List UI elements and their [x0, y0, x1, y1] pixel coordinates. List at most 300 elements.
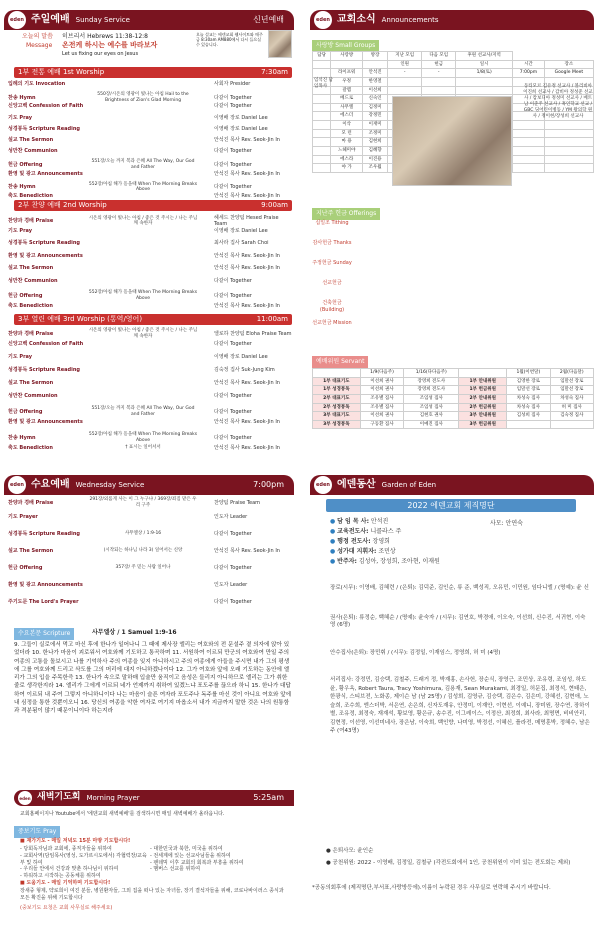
order-leader: 안석진 목사 Rev. Seok-Jin In	[214, 137, 280, 143]
order-hymn: 552장/아침 해가 돋을때 When The Morning Breaks Above	[88, 181, 198, 193]
groups-cell: 7:00pm	[513, 69, 545, 78]
ordained-list: 안수집사(은퇴): 장민휘 / (시무): 김정일, 이재임스, 정영희, 허 미 (4명)	[330, 650, 501, 656]
order-hymn: 550장/시온의 영광이 빛나는 아침 Hail to the Brightness of Zion's Glad Morning	[97, 92, 189, 103]
servant-cell: 1부 성경봉독	[313, 386, 361, 395]
order-hymn: 291장/외롭게 사는 이 그 누구냐 / 369장/죄짐 맡은 우리 구주	[89, 497, 197, 508]
order-row	[8, 548, 292, 554]
order-row	[8, 341, 292, 347]
order-item: 설교 The Sermon	[8, 380, 54, 386]
groups-cell: 야 가	[331, 164, 363, 173]
groups-cell	[313, 69, 331, 78]
scripture-ref: 사무엘상 / 1 Samuel 1:9-16	[92, 629, 177, 636]
groups-cell	[313, 112, 331, 121]
order-item: 찬양과 경배 Praise	[8, 218, 54, 225]
order-row	[8, 171, 292, 177]
order-row	[8, 137, 292, 143]
order-item: 축도 Benediction	[8, 445, 53, 451]
servant-cell: 조임성 집사	[404, 394, 459, 403]
order-row	[8, 148, 292, 154]
leader-name: 김성아, 장성희, 조아현, 이재원	[356, 558, 440, 565]
order-item: 신앙고백 Confession of Faith	[8, 341, 84, 347]
servant-row	[313, 377, 594, 386]
verse-label: 오늘의 말씀	[22, 33, 53, 40]
groups-cell: 우정	[331, 77, 363, 86]
order-item: 성만찬 Communion	[8, 393, 58, 399]
groups-cell	[544, 164, 593, 173]
servant-header-cell: 2월(다음달)	[550, 369, 593, 378]
wednesday-title: 수요예배	[31, 478, 70, 490]
order-item: 성경봉독 Scripture Reading	[8, 125, 80, 132]
servant-cell: 조유별 집사	[360, 403, 403, 412]
eden-logo: eden	[18, 791, 32, 805]
groups-cell: 김현희	[363, 138, 388, 147]
leader-name: 니콜라스 주	[368, 528, 402, 535]
news-header	[310, 10, 594, 30]
leader-name: 장영희	[370, 538, 390, 545]
verse: 히브리서 Hebrews 11:38-12:8	[62, 33, 148, 40]
groups-cell	[456, 77, 513, 86]
second-worship-time: 9:00am	[261, 201, 288, 210]
staff-deacons-list: 서리집사: 강정민, 김승택, 김철주, 드래거 정, 박재홍, 손사헌, 장순식, 장영근, 조민상, 조유령, 조임성, 하도윤, 황우옥, Robert Taura, Tracy Yoshimura, 김용재, Sean Murakami, 최경일, 허문집, 최정석, 현태은, 한광식, 스티브전, 노화종, 제이슨 남 (남 25명) / 김성희, 김영규, 김승택, 김은수, 김은미, 강혜선, 김현애, 노슬희, 조수희, 엔스더박, 서은연, 손은희, 신자도재유, 안정미, 이재안, 이현선, 이예니, 장미원, 장수연, 장하이별, 조유정, 최정숙, 재재석, 황보영, 황은규, 송수진, 이그레이스, 이정산, 최정희, 최사라, 최명면, 비비안리, 김현정, 이선영, 이선미네사, 장은남, 이숙희, 백인향, 나미영, 박정선, 이혜신, 플라전, 메명훈박, 정혜수, 남은주 (여43명)	[330, 677, 590, 735]
order-row	[8, 228, 292, 234]
message: 온전케 하시는 예수를 바라보자	[62, 41, 158, 49]
servant-cell: 김숙정 집사	[550, 412, 593, 421]
servant-cell: 장영희 전도사	[404, 377, 459, 386]
prayer-item: - 하워하고 시작하는 공동체를 위하여	[20, 873, 101, 879]
order-item: 입례의 기도 Invocation	[8, 81, 66, 87]
order-item: 환영 및 광고 Announcements	[8, 419, 83, 425]
groups-cell: -	[388, 69, 422, 78]
servant-cell: 김현호 권사	[404, 412, 459, 421]
servant-row	[313, 386, 594, 395]
groups-cell: 김정미	[363, 103, 388, 112]
eden-logo: eden	[314, 11, 332, 29]
morning-note: 교회홈페이지나 Youtube에서 '에덴교회 새벽예배'를 검색하시면 매일 새벽예배가 올라옵니다.	[20, 811, 225, 817]
offering-row: 선교헌금	[322, 280, 342, 286]
order-leader: 안석진 목사 Rev. Seok-Jin In	[214, 445, 280, 451]
groups-header-cell: 사랑방	[331, 52, 363, 61]
order-item: 찬송 Hymn	[8, 434, 36, 441]
servant-header-row	[313, 369, 594, 378]
servant-cell: 김성희 집사	[507, 412, 550, 421]
wednesday-time: 7:00pm	[253, 480, 284, 489]
groups-subheader-row	[313, 60, 594, 69]
servant-cell: 2부 헌금위원	[459, 403, 507, 412]
groups-cell	[313, 60, 331, 69]
leader-line	[330, 538, 390, 546]
order-row	[8, 354, 292, 360]
servant-header-cell: 1/16(다다음주)	[404, 369, 459, 378]
groups-cell	[422, 77, 456, 86]
order-leader: 다같이 Together	[214, 292, 252, 299]
servant-cell: 2부 안내위원	[459, 394, 507, 403]
servant-cell: 이선희 권사	[360, 377, 403, 386]
prayer-item: - 대한민국과 북한, 미국을 위하여	[150, 846, 223, 852]
deaconess-list: 권사(은퇴): 류정순, 백혜순 / (명예): 윤숙자 / (시무): 김연호, 박경애, 이오숙, 이선희, 신수진, 서귀현, 이숙영 (6명)	[330, 615, 586, 629]
order-item: 설교 The Sermon	[8, 265, 54, 271]
staff-list-banner: 2022 에덴교회 제직명단	[326, 499, 576, 512]
groups-subheader-cell: 헌금	[422, 60, 456, 69]
order-row	[8, 253, 292, 259]
order-hymn: 551장/오늘 까지 복과 은혜 All The Way, Our God and Father	[91, 159, 195, 171]
order-row	[8, 514, 292, 520]
servant-cell: 임말선 장로	[507, 386, 550, 395]
order-hymn: (시작되는 하나님 나라 3) 일어서는 신앙	[103, 548, 183, 554]
order-hymn: 사무엘상 / 1:9-16	[124, 531, 162, 537]
servant-cell: 조유별 집사	[360, 394, 403, 403]
groups-cell	[363, 60, 388, 69]
groups-left-note: 임석진 담임목사	[314, 78, 333, 90]
order-item: 찬양과 경배 Praise	[8, 499, 54, 506]
prayer-group2-text: 장새중 형제, 약로희이 여진 분들, 병원환자들, 그외 집을 떠나 있는 자녀들, 장기 결석자들을 위해, 코로나바이러스 종식과 모든 확진을 위해 기도합시다	[20, 888, 284, 901]
scripture-text: 9. 그들이 실로에서 먹고 마신 후에 한나가 일어나니 그 때에 제사장 엘리는 여호와의 전 문설주 곁 의자에 앉아 있었더라 10. 한나가 마음이 괴로워서 여호와께 기도하고 통곡하며 11. 서원하여 이르되 만군의 여호와여 만일 주의 여종의 고통을 돌보시고 나를 기억하사 주의 여종을 잊지 아니하시고 주의 여종에게 아들을 주시면 내가 그의 평생에 그를 여호와께 드리고 삭도를 그의 머리에 대지 아니하겠나이다 12. 그가 여호와 앞에 오래 기도하는 동안에 엘리가 그의 입을 주목한즉 13. 한나가 속으로 말하매 입술만 움직이고 음성은 들리지 아니하므로 엘리는 그가 취한 줄로 생각한지라 14. 엘리가 그에게 이르되 네가 언제까지 취하여 있겠느냐 포도주를 끊으라 하니 15. 한나가 대답하여 이르되 내 주여 그렇지 아니하니이다 나는 마음이 슬픈 여자라 포도주나 독주를 마신 것이 아니요 여호와 앞에 내 심정을 통한 것뿐이오니 16. 당신의 여종을 악한 여자로 여기지 마옵소서 내가 지금까지 말한 것은 나의 원통함과 격분됨이 많기 때문이니이다 하는지라	[14, 642, 292, 715]
order-leader: 다같이 Together	[214, 103, 252, 110]
order-leader: 다같이 Together	[214, 94, 252, 101]
order-leader: 엘로하 찬양팀 Eloha Praise Team	[214, 330, 292, 337]
order-leader: 다같이 Together	[214, 277, 252, 284]
groups-cell	[313, 138, 331, 147]
small-group-photo	[392, 96, 512, 186]
order-hymn: 552장/아침 해가 돋을때 When The Morning Breaks Above	[88, 290, 198, 301]
servant-cell: 임말선 장로	[550, 386, 593, 395]
order-row	[8, 215, 292, 228]
order-leader: 안석진 목사 Rev. Seok-Jin In	[214, 193, 280, 199]
order-item: 설교 The Sermon	[8, 548, 54, 554]
bullet-icon: ●	[330, 518, 338, 525]
prayer-item: - 당회독자님과 교회에, 종직자들을 위하여	[20, 846, 112, 852]
order-hymn: † 표시는 일어서서	[125, 445, 161, 451]
order-row	[8, 406, 292, 417]
third-worship-time: 11:00am	[256, 315, 288, 324]
servant-cell	[550, 420, 593, 429]
third-worship-bar	[14, 314, 292, 325]
servant-cell: 1부 대표기도	[313, 377, 361, 386]
order-item: 헌금 Offering	[8, 565, 43, 571]
servant-label: 예배위원 Servant	[312, 356, 368, 368]
groups-cell	[513, 155, 545, 164]
wednesday-subtitle: Wednesday Service	[75, 480, 145, 489]
servant-header-cell	[459, 369, 507, 378]
groups-cell	[544, 146, 593, 155]
servant-header-cell: 1월(이번달)	[507, 369, 550, 378]
groups-cell	[513, 138, 545, 147]
groups-cell	[544, 129, 593, 138]
servant-row	[313, 394, 594, 403]
order-item: 헌금 Offering	[8, 408, 43, 415]
prayer-item: - 우리들 안에서 건강과 맞춘 하나님이 위하여	[20, 866, 119, 873]
order-item: 성경봉독 Scripture Reading	[8, 367, 80, 373]
leader-line	[330, 558, 440, 566]
order-leader: 다같이 Together	[214, 565, 252, 571]
order-leader: 사회자 Presider	[214, 81, 251, 87]
order-leader: 김숙정 집사 Suk-Jung Kim	[214, 367, 275, 373]
order-leader: 안석진 목사 Rev. Seok-Jin In	[214, 548, 280, 554]
order-item: 환영 및 광고 Announcements	[8, 582, 83, 588]
servant-cell: 조임성 집사	[404, 403, 459, 412]
order-leader: 다같이 Together	[214, 148, 252, 155]
groups-cell	[544, 155, 593, 164]
groups-cell	[544, 138, 593, 147]
message-en: Let us fixing our eyes on Jesus	[62, 51, 139, 57]
order-leader: 다같이 Together	[214, 393, 252, 399]
groups-header-cell: 후원 선교사/지역	[456, 52, 513, 61]
order-row	[8, 290, 292, 301]
servant-row	[313, 420, 594, 429]
order-item: 설교 The Sermon	[8, 137, 54, 143]
servant-table	[312, 368, 594, 429]
groups-cell: 김혜향	[363, 146, 388, 155]
order-hymn: 552장/아침 해가 돋을때 When The Morning Breaks Above	[88, 432, 198, 443]
first-worship-title: 1부 전통 예배 1st Worship	[18, 68, 105, 77]
order-row	[8, 193, 292, 199]
servant-cell: 3부 안내위원	[459, 412, 507, 421]
order-item: 찬송 Hymn	[8, 94, 36, 101]
groups-cell: 느헤미야	[331, 146, 363, 155]
order-leader: 이영배 장로 Daniel Lee	[214, 354, 268, 360]
servant-cell: 차성숙 집사	[550, 394, 593, 403]
sunday-subtitle: Sunday Service	[75, 15, 130, 24]
order-item: 성만찬 Communion	[8, 277, 58, 284]
prayer-group1-list	[20, 846, 150, 880]
order-hymn: 357장/ 주 믿는 사람 일어나	[115, 565, 171, 571]
groups-cell: 조우월	[363, 164, 388, 173]
order-hymn: 551장/오늘 까지 복과 은혜 All The Way, Our God and Father	[91, 406, 195, 417]
servant-cell: 차성숙 집사	[507, 403, 550, 412]
groups-cell: 마 용	[331, 138, 363, 147]
order-row	[8, 278, 292, 284]
order-leader: 인도자 Leader	[214, 514, 248, 520]
groups-row	[313, 69, 594, 78]
bullet-icon: ●	[330, 538, 338, 545]
order-row	[8, 380, 292, 386]
prayer-item: - 팬데믹 이후 교회의 회복과 부흥을 위하여	[150, 859, 244, 866]
order-leader: 안석진 목사 Rev. Seok-Jin In	[214, 302, 280, 309]
groups-cell: 안석진	[363, 69, 388, 78]
order-row	[8, 182, 292, 193]
offerings-label: 지난주 헌금 Offerings	[312, 208, 380, 220]
order-item: 신앙고백 Confession of Faith	[8, 103, 84, 110]
morning-time: 5:25am	[253, 793, 284, 802]
retired-pastor-wife: ● 은퇴사모: 윤인순	[326, 848, 374, 854]
second-worship-title: 2부 찬양 예배 2nd Worship	[18, 201, 107, 210]
order-row	[8, 531, 292, 537]
second-worship-bar	[14, 200, 292, 211]
groups-header-cell: 방장	[363, 52, 388, 61]
groups-header-cell: 다음 모임	[422, 52, 456, 61]
order-row	[8, 565, 292, 571]
groups-header-cell: 담당	[313, 52, 331, 61]
order-item: 헌금 Offering	[8, 161, 43, 168]
groups-cell: 에스라	[331, 155, 363, 164]
sunday-header	[4, 10, 294, 30]
offering-row: 주정헌금 Sunday	[312, 260, 352, 266]
order-leader: 최사라 집사 Sarah Choi	[214, 240, 269, 246]
order-row	[8, 582, 292, 588]
order-leader: 안석진 목사 Rev. Seok-Jin In	[214, 419, 280, 425]
leader-line	[330, 528, 401, 536]
servant-cell: 장영희 전도사	[404, 386, 459, 395]
prayer-group2-title: ■ 도움기도 - 매일 기억하며 기도합시다!	[20, 880, 111, 886]
order-leader: 안석진 목사 Rev. Seok-Jin In	[214, 380, 280, 386]
leader-name: 안석진	[369, 518, 389, 525]
groups-right-note: 동티모르 김유정 선교사 / 볼리비아 이진희 선교사 / 감비아 정성준 선교사 / 캄보디아 정성미 선교사 / 베트남 이준주 선교사 / 흑인학교 선교 / GBC 딩어린이병동 / YM 왕의학 원사 / 정이현/장성희 선교사	[523, 84, 593, 120]
eden-header	[310, 475, 594, 495]
leader-role: 담 임 목 사:	[337, 518, 370, 525]
leader-role: 성가대 지휘자:	[337, 548, 377, 555]
order-leader: 인도자 Leader	[214, 582, 248, 588]
groups-cell	[388, 77, 422, 86]
morning-title: 새벽기도회	[37, 792, 81, 803]
groups-subheader-cell: 장소	[544, 60, 593, 69]
order-item: 축도 Benediction	[8, 302, 53, 309]
groups-cell	[313, 129, 331, 138]
order-row	[8, 240, 292, 246]
servant-cell: 이예진 집사	[404, 420, 459, 429]
leader-role: 행정 전도사:	[337, 538, 371, 545]
servant-cell: 이선희 권사	[360, 386, 403, 395]
right-column	[302, 0, 600, 927]
bullet-icon: ●	[330, 558, 338, 565]
groups-subheader-cell: 시간	[513, 60, 545, 69]
servant-cell: 임말선 장로	[550, 377, 593, 386]
prayer-request-note: (중보기도 요청은 교회 사무실로 해주세요)	[20, 905, 113, 911]
groups-subheader-cell: 일시	[456, 60, 513, 69]
order-item: 헌금 Offering	[8, 292, 43, 299]
order-leader: 이영배 장로 Daniel Lee	[214, 114, 268, 121]
groups-cell	[313, 164, 331, 173]
order-leader: 찬양팀 Praise Team	[214, 499, 261, 506]
prayer-item: - 교회사역(담임목사(영성, 도가르시도에서) 각협력장/교육부 및 하여	[20, 852, 147, 866]
eden-logo: eden	[8, 11, 26, 29]
news-title: 교회소식	[337, 13, 376, 25]
prayer-label: 중보기도 Pray	[14, 826, 60, 838]
groups-cell: 갈렙	[331, 86, 363, 95]
order-row	[8, 92, 292, 103]
offering-row: 감사헌금 Thanks	[312, 240, 352, 246]
wednesday-header	[4, 475, 294, 495]
groups-header-row	[313, 52, 594, 61]
order-item: 축도 Benediction	[8, 193, 53, 199]
order-item: 기도 Prayer	[8, 514, 38, 520]
groups-cell: 사무엘	[331, 103, 363, 112]
groups-cell	[513, 121, 545, 130]
servant-header-cell: 1/9(다음주)	[360, 369, 403, 378]
servant-cell: 허 미 집사	[550, 403, 593, 412]
leader-role: 반주자:	[337, 558, 357, 565]
groups-cell: 모 런	[331, 129, 363, 138]
order-row	[8, 103, 292, 109]
groups-cell: 조정미	[363, 129, 388, 138]
left-column	[0, 0, 298, 927]
servant-row	[313, 412, 594, 421]
servant-cell: 김영한 장로	[507, 377, 550, 386]
offering-row: 건축헌금 (Building)	[319, 300, 345, 313]
order-leader: 다같이 Together	[214, 341, 252, 347]
leader-line	[330, 518, 388, 526]
order-row	[8, 265, 292, 271]
order-leader: 다같이 Together	[214, 161, 252, 168]
servant-cell: 2부 대표기도	[313, 394, 361, 403]
groups-cell	[388, 86, 422, 95]
news-subtitle: Announcements	[381, 15, 439, 24]
groups-cell	[422, 86, 456, 95]
servant-row	[313, 403, 594, 412]
servant-header-cell	[313, 369, 361, 378]
prayer-item: - 맴버스 선교를 위하여	[150, 866, 201, 873]
sermon-note: 오늘 설교는 에덴교회 웹사이트와 매주 금 8:30am AM880에서 다시 들으실 수 있습니다.	[196, 32, 263, 47]
servant-cell: 구동환 집사	[360, 420, 403, 429]
order-item: 주기도문 The Lord's Prayer	[8, 599, 79, 605]
footer-note: *공동의회후에 (제직명단,부서표,사랑방등에).이름이 누락된 경우 사무실로 연락해 주시기 바랍니다.	[312, 885, 551, 891]
order-item: 기도 Pray	[8, 114, 33, 121]
order-row	[8, 419, 292, 425]
morning-subtitle: Morning Prayer	[86, 793, 140, 802]
order-row	[8, 432, 292, 443]
order-leader: 안석진 목사 Rev. Seok-Jin In	[214, 252, 280, 259]
groups-cell	[456, 86, 513, 95]
elders-list: 장로(시무): 이영배, 김혜련 / (은퇴): 김덕준, 김인순, 류 준, 백성직, 오유민, 이민원, 임다니엘 / (명예): 윤 신	[330, 585, 589, 591]
groups-cell	[544, 121, 593, 130]
order-row	[8, 115, 292, 121]
order-leader: 헤세드 찬양팀 Hesed Praise Team	[214, 215, 279, 228]
leader-line	[330, 548, 396, 556]
order-leader: 안석진 목사 Rev. Seok-Jin In	[214, 170, 280, 177]
offering-row: 선교헌금 Mission	[312, 320, 352, 326]
order-leader: 다같이 Together	[214, 408, 252, 415]
order-item: 찬송 Hymn	[8, 184, 36, 191]
eden-logo: eden	[314, 476, 332, 494]
order-hymn: 시온의 영광이 빛나는 아침 / 좋은 것 주시는 / 나는 주님께 속한자	[88, 328, 198, 339]
scripture-label: 수요본문 Scripture	[14, 628, 74, 640]
groups-cell: 베드로	[331, 95, 363, 104]
groups-cell	[313, 95, 331, 104]
groups-cell: 이삭	[331, 121, 363, 130]
servant-cell: 2부 성경봉독	[313, 403, 361, 412]
order-row	[8, 159, 292, 170]
groups-cell: 라이프워	[331, 69, 363, 78]
order-item: 성경봉독 Scripture Reading	[8, 531, 80, 537]
groups-cell: 한영철	[363, 77, 388, 86]
groups-cell: 이재미	[363, 121, 388, 130]
groups-cell	[331, 60, 363, 69]
leader-role: 교육전도사:	[337, 528, 369, 535]
message-label: Message	[26, 42, 53, 49]
morning-prayer-header	[14, 790, 294, 806]
order-hymn: 시온의 영광이 빛나는 아침 / 좋은 것 주시는 / 나는 주님께 속한자	[88, 215, 198, 227]
order-leader: 이영배 장로 Daniel Lee	[214, 125, 268, 132]
order-leader: 이영배 장로 Daniel Lee	[214, 227, 268, 234]
order-leader: 다같이 Together	[214, 434, 252, 441]
nomination-committee: ● 공천위원: 2022 - 이영배, 김정일, 김철규 (각전도회에서 1인, 공천위원이 이미 있는 전도회는 제외)	[326, 860, 571, 866]
order-row	[8, 126, 292, 132]
order-row	[8, 599, 292, 605]
order-item: 환영 및 광고 Announcements	[8, 170, 83, 177]
servant-cell: 1부 헌금위원	[459, 386, 507, 395]
servant-cell: 3부 대표기도	[313, 412, 361, 421]
order-row	[8, 81, 292, 87]
offering-row: 십일조 Tithing	[315, 220, 349, 226]
order-leader: 다같이 Together	[214, 184, 252, 191]
groups-cell	[313, 121, 331, 130]
groups-cell: -	[422, 69, 456, 78]
order-item: 성만찬 Communion	[8, 148, 58, 155]
third-worship-title: 3부 열린 예배 3rd Worship (통역/영어)	[18, 315, 143, 324]
groups-label: 사랑방 Small Groups	[312, 40, 379, 52]
order-row	[8, 445, 292, 451]
servant-cell: 이선희 권사	[360, 412, 403, 421]
order-item: 기도 Pray	[8, 227, 33, 234]
groups-cell: 에스더	[331, 112, 363, 121]
